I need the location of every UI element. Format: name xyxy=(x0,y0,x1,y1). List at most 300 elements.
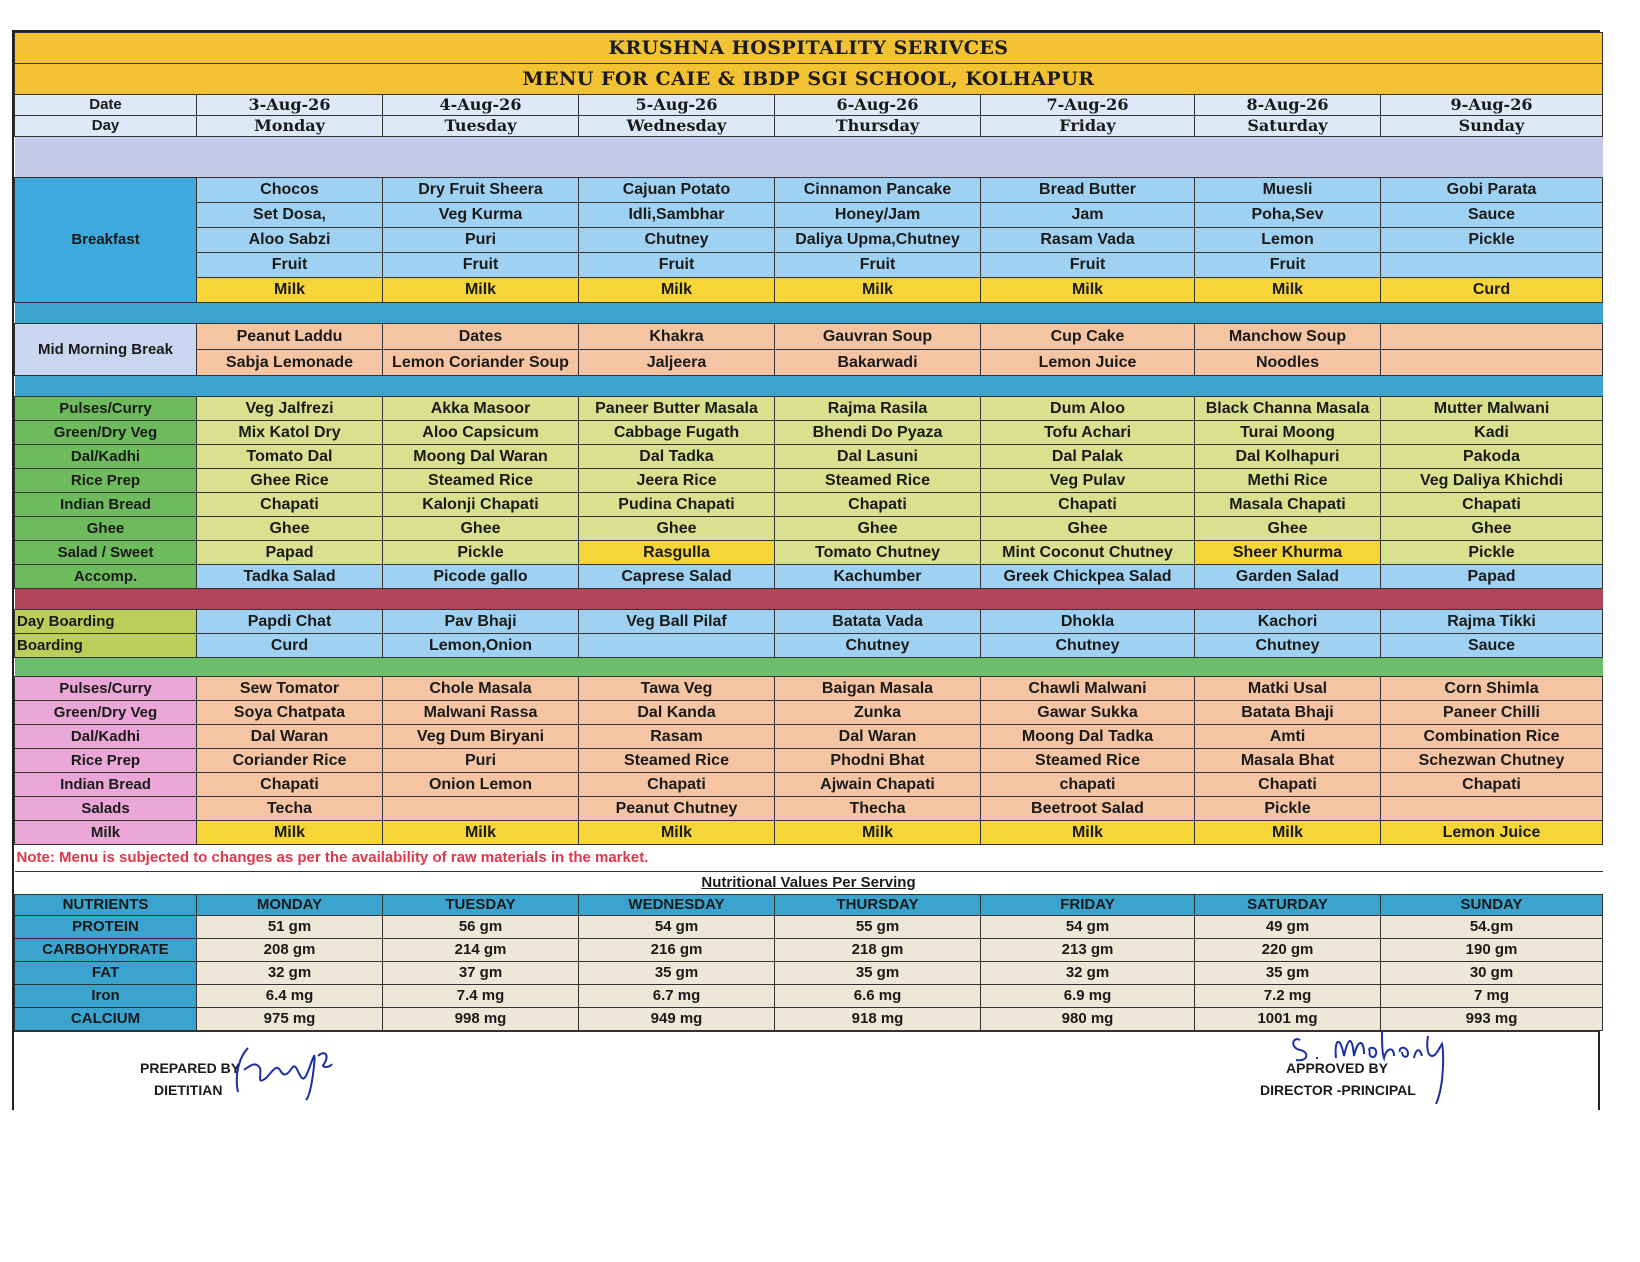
lunch-item: Papad xyxy=(197,541,383,565)
dinner-item: Milk xyxy=(1195,821,1381,845)
dinner-item: Amti xyxy=(1195,725,1381,749)
snack-item: Papdi Chat xyxy=(197,610,383,634)
breakfast-item: Milk xyxy=(197,278,383,303)
nutrient-value: 54 gm xyxy=(981,916,1195,939)
dinner-item: Matki Usal xyxy=(1195,677,1381,701)
breakfast-item: Fruit xyxy=(197,253,383,278)
dinner-item: Beetroot Salad xyxy=(981,797,1195,821)
nutrient-value: 6.7 mg xyxy=(579,985,775,1008)
dinner-item: Steamed Rice xyxy=(981,749,1195,773)
breakfast-item: Fruit xyxy=(775,253,981,278)
lunch-row xyxy=(15,397,1603,421)
lunch-item: Sheer Khurma xyxy=(1195,541,1381,565)
lunch-item: Akka Masoor xyxy=(383,397,579,421)
lunch-item: Mix Katol Dry xyxy=(197,421,383,445)
day-cell: Monday xyxy=(197,116,383,137)
menu-title: MENU FOR CAIE & IBDP SGI SCHOOL, KOLHAPUR xyxy=(15,64,1603,95)
lunch-item: Ghee xyxy=(1381,517,1603,541)
breakfast-section xyxy=(15,178,1603,303)
dinner-item: Combination Rice xyxy=(1381,725,1603,749)
lunch-item: Ghee xyxy=(383,517,579,541)
dinner-row-label: Milk xyxy=(15,821,197,845)
breakfast-row xyxy=(15,203,1603,228)
dinner-item: Pickle xyxy=(1195,797,1381,821)
lunch-row-label: Rice Prep xyxy=(15,469,197,493)
mid-morning-item: Manchow Soup xyxy=(1195,324,1381,350)
nutrient-value: 7.4 mg xyxy=(383,985,579,1008)
snack-item: Veg Ball Pilaf xyxy=(579,610,775,634)
lunch-item: Tomato Dal xyxy=(197,445,383,469)
day-label: Day xyxy=(15,116,197,137)
nutrition-day: TUESDAY xyxy=(383,895,579,916)
lunch-item: Kalonji Chapati xyxy=(383,493,579,517)
lunch-item: Pickle xyxy=(1381,541,1603,565)
lunch-item: Paneer Butter Masala xyxy=(579,397,775,421)
nutrient-value: 6.6 mg xyxy=(775,985,981,1008)
menu-table xyxy=(14,32,1603,1031)
breakfast-row xyxy=(15,228,1603,253)
lunch-item: Tomato Chutney xyxy=(775,541,981,565)
lunch-row xyxy=(15,421,1603,445)
dinner-item: Rasam xyxy=(579,725,775,749)
breakfast-item: Chutney xyxy=(579,228,775,253)
dinner-item: Steamed Rice xyxy=(579,749,775,773)
breakfast-item: Milk xyxy=(1195,278,1381,303)
dinner-row xyxy=(15,749,1603,773)
date-cell: 3-Aug-26 xyxy=(197,95,383,116)
menu-sheet xyxy=(12,30,1600,1110)
dinner-item: Dal Kanda xyxy=(579,701,775,725)
mid-morning-item: Lemon Coriander Soup xyxy=(383,350,579,376)
breakfast-item: Poha,Sev xyxy=(1195,203,1381,228)
nutrition-row xyxy=(15,985,1603,1008)
snack-item: Dhokla xyxy=(981,610,1195,634)
lunch-item: Tadka Salad xyxy=(197,565,383,589)
mid-morning-item: Dates xyxy=(383,324,579,350)
nutrient-value: 980 mg xyxy=(981,1008,1195,1031)
lunch-item: Ghee xyxy=(197,517,383,541)
nutrition-day: SUNDAY xyxy=(1381,895,1603,916)
dinner-item: Chapati xyxy=(579,773,775,797)
mid-morning-item: Cup Cake xyxy=(981,324,1195,350)
snack-item: Batata Vada xyxy=(775,610,981,634)
nutrient-value: 975 mg xyxy=(197,1008,383,1031)
snack-row xyxy=(15,610,1603,634)
lunch-item: Dal Palak xyxy=(981,445,1195,469)
lunch-item: Kadi xyxy=(1381,421,1603,445)
snack-item: Lemon,Onion xyxy=(383,634,579,658)
menu-note: Note: Menu is subjected to changes as per the availability of raw materials in the market. xyxy=(15,845,1603,872)
section-divider xyxy=(15,376,1603,397)
breakfast-item: Fruit xyxy=(1195,253,1381,278)
breakfast-item: Cajuan Potato xyxy=(579,178,775,203)
dinner-item: chapati xyxy=(981,773,1195,797)
dinner-item: Chawli Malwani xyxy=(981,677,1195,701)
prepared-by-label: PREPARED BY xyxy=(140,1060,241,1076)
dinner-item: Thecha xyxy=(775,797,981,821)
dietitian-label: DIETITIAN xyxy=(154,1082,223,1098)
nutrition-title xyxy=(15,872,1603,895)
mid-morning-item xyxy=(1381,324,1603,350)
nutrient-value: 35 gm xyxy=(1195,962,1381,985)
snack-item: Chutney xyxy=(1195,634,1381,658)
approved-by-label: APPROVED BY xyxy=(1286,1060,1388,1076)
lunch-item: Pudina Chapati xyxy=(579,493,775,517)
dinner-item: Zunka xyxy=(775,701,981,725)
mid-morning-item: Lemon Juice xyxy=(981,350,1195,376)
lunch-item: Papad xyxy=(1381,565,1603,589)
lunch-row-label: Indian Bread xyxy=(15,493,197,517)
lunch-item: Chapati xyxy=(775,493,981,517)
lunch-item: Chapati xyxy=(981,493,1195,517)
lunch-row xyxy=(15,493,1603,517)
dinner-row xyxy=(15,797,1603,821)
date-cell: 7-Aug-26 xyxy=(981,95,1195,116)
dinner-row xyxy=(15,677,1603,701)
nutrition-row xyxy=(15,939,1603,962)
lunch-item: Steamed Rice xyxy=(775,469,981,493)
lunch-row-label: Accomp. xyxy=(15,565,197,589)
nutrition-day: THURSDAY xyxy=(775,895,981,916)
breakfast-item: Chocos xyxy=(197,178,383,203)
breakfast-row xyxy=(15,278,1603,303)
dinner-item: Techa xyxy=(197,797,383,821)
nutrient-value: 49 gm xyxy=(1195,916,1381,939)
snack-row-label: Day Boarding xyxy=(15,610,197,634)
breakfast-item: Idli,Sambhar xyxy=(579,203,775,228)
mid-morning-row xyxy=(15,350,1603,376)
breakfast-item: Gobi Parata xyxy=(1381,178,1603,203)
signature-footer xyxy=(14,1031,1598,1110)
section-divider xyxy=(15,658,1603,677)
dinner-item: Chole Masala xyxy=(383,677,579,701)
section-divider xyxy=(15,589,1603,610)
nutrient-value: 35 gm xyxy=(775,962,981,985)
nutrient-value: 1001 mg xyxy=(1195,1008,1381,1031)
breakfast-item: Daliya Upma,Chutney xyxy=(775,228,981,253)
lunch-item: Caprese Salad xyxy=(579,565,775,589)
dinner-item: Coriander Rice xyxy=(197,749,383,773)
lunch-row-label: Salad / Sweet xyxy=(15,541,197,565)
lunch-row-label: Ghee xyxy=(15,517,197,541)
dinner-item: Phodni Bhat xyxy=(775,749,981,773)
lunch-row xyxy=(15,517,1603,541)
lunch-item: Bhendi Do Pyaza xyxy=(775,421,981,445)
dinner-item: Veg Dum Biryani xyxy=(383,725,579,749)
lunch-item: Cabbage Fugath xyxy=(579,421,775,445)
lunch-row xyxy=(15,445,1603,469)
nutrient-value: 208 gm xyxy=(197,939,383,962)
dinner-item: Ajwain Chapati xyxy=(775,773,981,797)
breakfast-item xyxy=(1381,253,1603,278)
lunch-item: Ghee Rice xyxy=(197,469,383,493)
nutrient-value: 214 gm xyxy=(383,939,579,962)
snack-item: Sauce xyxy=(1381,634,1603,658)
dinner-item: Milk xyxy=(383,821,579,845)
breakfast-item: Veg Kurma xyxy=(383,203,579,228)
dinner-row-label: Green/Dry Veg xyxy=(15,701,197,725)
dinner-row xyxy=(15,725,1603,749)
date-cell: 6-Aug-26 xyxy=(775,95,981,116)
day-row xyxy=(15,116,1603,137)
director-signature xyxy=(1290,1026,1460,1110)
lunch-item: Ghee xyxy=(1195,517,1381,541)
mid-morning-label: Mid Morning Break xyxy=(15,324,197,376)
nutrition-day: FRIDAY xyxy=(981,895,1195,916)
snack-item xyxy=(579,634,775,658)
nutrient-value: 54.gm xyxy=(1381,916,1603,939)
lunch-item: Jeera Rice xyxy=(579,469,775,493)
dinner-row-label: Rice Prep xyxy=(15,749,197,773)
breakfast-item: Honey/Jam xyxy=(775,203,981,228)
mid-morning-item: Bakarwadi xyxy=(775,350,981,376)
lunch-item: Dum Aloo xyxy=(981,397,1195,421)
date-label: Date xyxy=(15,95,197,116)
dinner-item xyxy=(1381,797,1603,821)
dinner-item: Paneer Chilli xyxy=(1381,701,1603,725)
breakfast-label: Breakfast xyxy=(15,178,197,303)
mid-morning-item: Khakra xyxy=(579,324,775,350)
lunch-item: Veg Jalfrezi xyxy=(197,397,383,421)
nutrient-value: 7 mg xyxy=(1381,985,1603,1008)
lunch-item: Dal Lasuni xyxy=(775,445,981,469)
dinner-row-label: Salads xyxy=(15,797,197,821)
nutrition-row xyxy=(15,962,1603,985)
nutrient-value: 7.2 mg xyxy=(1195,985,1381,1008)
mid-morning-section xyxy=(15,324,1603,376)
dinner-row-label: Dal/Kadhi xyxy=(15,725,197,749)
lunch-item: Rasgulla xyxy=(579,541,775,565)
date-cell: 4-Aug-26 xyxy=(383,95,579,116)
breakfast-row xyxy=(15,253,1603,278)
breakfast-row xyxy=(15,178,1603,203)
dinner-item: Chapati xyxy=(1381,773,1603,797)
snack-item: Pav Bhaji xyxy=(383,610,579,634)
day-cell: Sunday xyxy=(1381,116,1603,137)
nutrient-value: 30 gm xyxy=(1381,962,1603,985)
dinner-item: Milk xyxy=(197,821,383,845)
nutrient-label: FAT xyxy=(15,962,197,985)
dinner-item: Malwani Rassa xyxy=(383,701,579,725)
nutrient-value: 32 gm xyxy=(981,962,1195,985)
dinner-item: Tawa Veg xyxy=(579,677,775,701)
nutrient-value: 55 gm xyxy=(775,916,981,939)
breakfast-item: Set Dosa, xyxy=(197,203,383,228)
lunch-item: Black Channa Masala xyxy=(1195,397,1381,421)
breakfast-item: Fruit xyxy=(579,253,775,278)
lunch-item: Dal Kolhapuri xyxy=(1195,445,1381,469)
nutrient-label: Iron xyxy=(15,985,197,1008)
lunch-item: Dal Tadka xyxy=(579,445,775,469)
dinner-row xyxy=(15,821,1603,845)
lunch-item: Kachumber xyxy=(775,565,981,589)
breakfast-item: Milk xyxy=(579,278,775,303)
dinner-item: Chapati xyxy=(197,773,383,797)
nutrition-row xyxy=(15,916,1603,939)
dinner-item: Moong Dal Tadka xyxy=(981,725,1195,749)
lunch-item: Moong Dal Waran xyxy=(383,445,579,469)
breakfast-item: Fruit xyxy=(981,253,1195,278)
nutrition-header-row xyxy=(15,895,1603,916)
breakfast-item: Dry Fruit Sheera xyxy=(383,178,579,203)
lunch-row-label: Pulses/Curry xyxy=(15,397,197,421)
mid-morning-row xyxy=(15,324,1603,350)
lunch-item: Garden Salad xyxy=(1195,565,1381,589)
snack-item: Kachori xyxy=(1195,610,1381,634)
section-divider xyxy=(15,137,1603,178)
mid-morning-item: Peanut Laddu xyxy=(197,324,383,350)
lunch-item: Veg Daliya Khichdi xyxy=(1381,469,1603,493)
dinner-item: Masala Bhat xyxy=(1195,749,1381,773)
nutrient-value: 216 gm xyxy=(579,939,775,962)
nutrient-value: 993 mg xyxy=(1381,1008,1603,1031)
dinner-item: Dal Waran xyxy=(197,725,383,749)
nutrient-value: 37 gm xyxy=(383,962,579,985)
snack-item: Rajma Tikki xyxy=(1381,610,1603,634)
nutrition-title-text: Nutritional Values Per Serving xyxy=(701,874,916,891)
day-cell: Saturday xyxy=(1195,116,1381,137)
nutrition-day: WEDNESDAY xyxy=(579,895,775,916)
lunch-item: Methi Rice xyxy=(1195,469,1381,493)
lunch-item: Steamed Rice xyxy=(383,469,579,493)
lunch-item: Ghee xyxy=(579,517,775,541)
breakfast-item: Jam xyxy=(981,203,1195,228)
nutrient-value: 56 gm xyxy=(383,916,579,939)
mid-morning-item: Gauvran Soup xyxy=(775,324,981,350)
nutrient-value: 35 gm xyxy=(579,962,775,985)
snack-item: Chutney xyxy=(775,634,981,658)
director-label: DIRECTOR -PRINCIPAL xyxy=(1260,1082,1416,1098)
lunch-item: Ghee xyxy=(775,517,981,541)
nutrient-label: PROTEIN xyxy=(15,916,197,939)
dinner-item: Batata Bhaji xyxy=(1195,701,1381,725)
breakfast-item: Cinnamon Pancake xyxy=(775,178,981,203)
breakfast-item: Rasam Vada xyxy=(981,228,1195,253)
breakfast-item: Milk xyxy=(383,278,579,303)
nutrition-section xyxy=(15,916,1603,1031)
section-divider xyxy=(15,303,1603,324)
lunch-item: Chapati xyxy=(1381,493,1603,517)
lunch-item: Pickle xyxy=(383,541,579,565)
dinner-item: Soya Chatpata xyxy=(197,701,383,725)
dinner-row-label: Indian Bread xyxy=(15,773,197,797)
dinner-section xyxy=(15,677,1603,845)
lunch-item: Aloo Capsicum xyxy=(383,421,579,445)
dinner-item: Chapati xyxy=(1195,773,1381,797)
date-cell: 8-Aug-26 xyxy=(1195,95,1381,116)
dinner-row-label: Pulses/Curry xyxy=(15,677,197,701)
snacks-section xyxy=(15,610,1603,658)
lunch-row-label: Dal/Kadhi xyxy=(15,445,197,469)
lunch-row xyxy=(15,565,1603,589)
lunch-item: Picode gallo xyxy=(383,565,579,589)
lunch-item: Mutter Malwani xyxy=(1381,397,1603,421)
nutrient-value: 6.4 mg xyxy=(197,985,383,1008)
date-row xyxy=(15,95,1603,116)
breakfast-item: Aloo Sabzi xyxy=(197,228,383,253)
breakfast-item: Sauce xyxy=(1381,203,1603,228)
nutrient-value: 220 gm xyxy=(1195,939,1381,962)
lunch-item: Masala Chapati xyxy=(1195,493,1381,517)
dinner-item: Dal Waran xyxy=(775,725,981,749)
dinner-item: Milk xyxy=(579,821,775,845)
dinner-row xyxy=(15,701,1603,725)
nutrient-value: 218 gm xyxy=(775,939,981,962)
dietitian-signature xyxy=(226,1034,338,1104)
nutrient-label: CARBOHYDRATE xyxy=(15,939,197,962)
dinner-row xyxy=(15,773,1603,797)
mid-morning-item xyxy=(1381,350,1603,376)
breakfast-item: Lemon xyxy=(1195,228,1381,253)
lunch-row xyxy=(15,469,1603,493)
breakfast-item: Bread Butter xyxy=(981,178,1195,203)
lunch-row-label: Green/Dry Veg xyxy=(15,421,197,445)
nutrition-day: SATURDAY xyxy=(1195,895,1381,916)
nutrition-day: MONDAY xyxy=(197,895,383,916)
lunch-item: Tofu Achari xyxy=(981,421,1195,445)
nutrient-value: 54 gm xyxy=(579,916,775,939)
day-cell: Friday xyxy=(981,116,1195,137)
lunch-item: Rajma Rasila xyxy=(775,397,981,421)
lunch-item: Mint Coconut Chutney xyxy=(981,541,1195,565)
dinner-item: Sew Tomator xyxy=(197,677,383,701)
lunch-item: Ghee xyxy=(981,517,1195,541)
dinner-item: Milk xyxy=(981,821,1195,845)
lunch-row xyxy=(15,541,1603,565)
dinner-item: Lemon Juice xyxy=(1381,821,1603,845)
dinner-item: Milk xyxy=(775,821,981,845)
snack-row-label: Boarding xyxy=(15,634,197,658)
day-cell: Tuesday xyxy=(383,116,579,137)
day-cell: Wednesday xyxy=(579,116,775,137)
dinner-item: Peanut Chutney xyxy=(579,797,775,821)
company-title: KRUSHNA HOSPITALITY SERIVCES xyxy=(15,33,1603,64)
nutrient-value: 918 mg xyxy=(775,1008,981,1031)
nutrient-value: 32 gm xyxy=(197,962,383,985)
dinner-item: Schezwan Chutney xyxy=(1381,749,1603,773)
day-cell: Thursday xyxy=(775,116,981,137)
snack-row xyxy=(15,634,1603,658)
nutrients-label: NUTRIENTS xyxy=(15,895,197,916)
date-cell: 9-Aug-26 xyxy=(1381,95,1603,116)
nutrient-value: 949 mg xyxy=(579,1008,775,1031)
nutrient-value: 6.9 mg xyxy=(981,985,1195,1008)
lunch-section xyxy=(15,397,1603,589)
breakfast-item: Milk xyxy=(775,278,981,303)
lunch-item: Veg Pulav xyxy=(981,469,1195,493)
lunch-item: Chapati xyxy=(197,493,383,517)
snack-item: Curd xyxy=(197,634,383,658)
nutrient-value: 190 gm xyxy=(1381,939,1603,962)
lunch-item: Pakoda xyxy=(1381,445,1603,469)
lunch-item: Greek Chickpea Salad xyxy=(981,565,1195,589)
date-cell: 5-Aug-26 xyxy=(579,95,775,116)
breakfast-item: Muesli xyxy=(1195,178,1381,203)
nutrient-label: CALCIUM xyxy=(15,1008,197,1031)
dinner-item: Puri xyxy=(383,749,579,773)
breakfast-item: Curd xyxy=(1381,278,1603,303)
nutrient-value: 213 gm xyxy=(981,939,1195,962)
nutrient-value: 51 gm xyxy=(197,916,383,939)
breakfast-item: Pickle xyxy=(1381,228,1603,253)
breakfast-item: Milk xyxy=(981,278,1195,303)
dinner-item: Baigan Masala xyxy=(775,677,981,701)
mid-morning-item: Noodles xyxy=(1195,350,1381,376)
lunch-item: Turai Moong xyxy=(1195,421,1381,445)
dinner-item: Onion Lemon xyxy=(383,773,579,797)
dinner-item: Corn Shimla xyxy=(1381,677,1603,701)
mid-morning-item: Jaljeera xyxy=(579,350,775,376)
